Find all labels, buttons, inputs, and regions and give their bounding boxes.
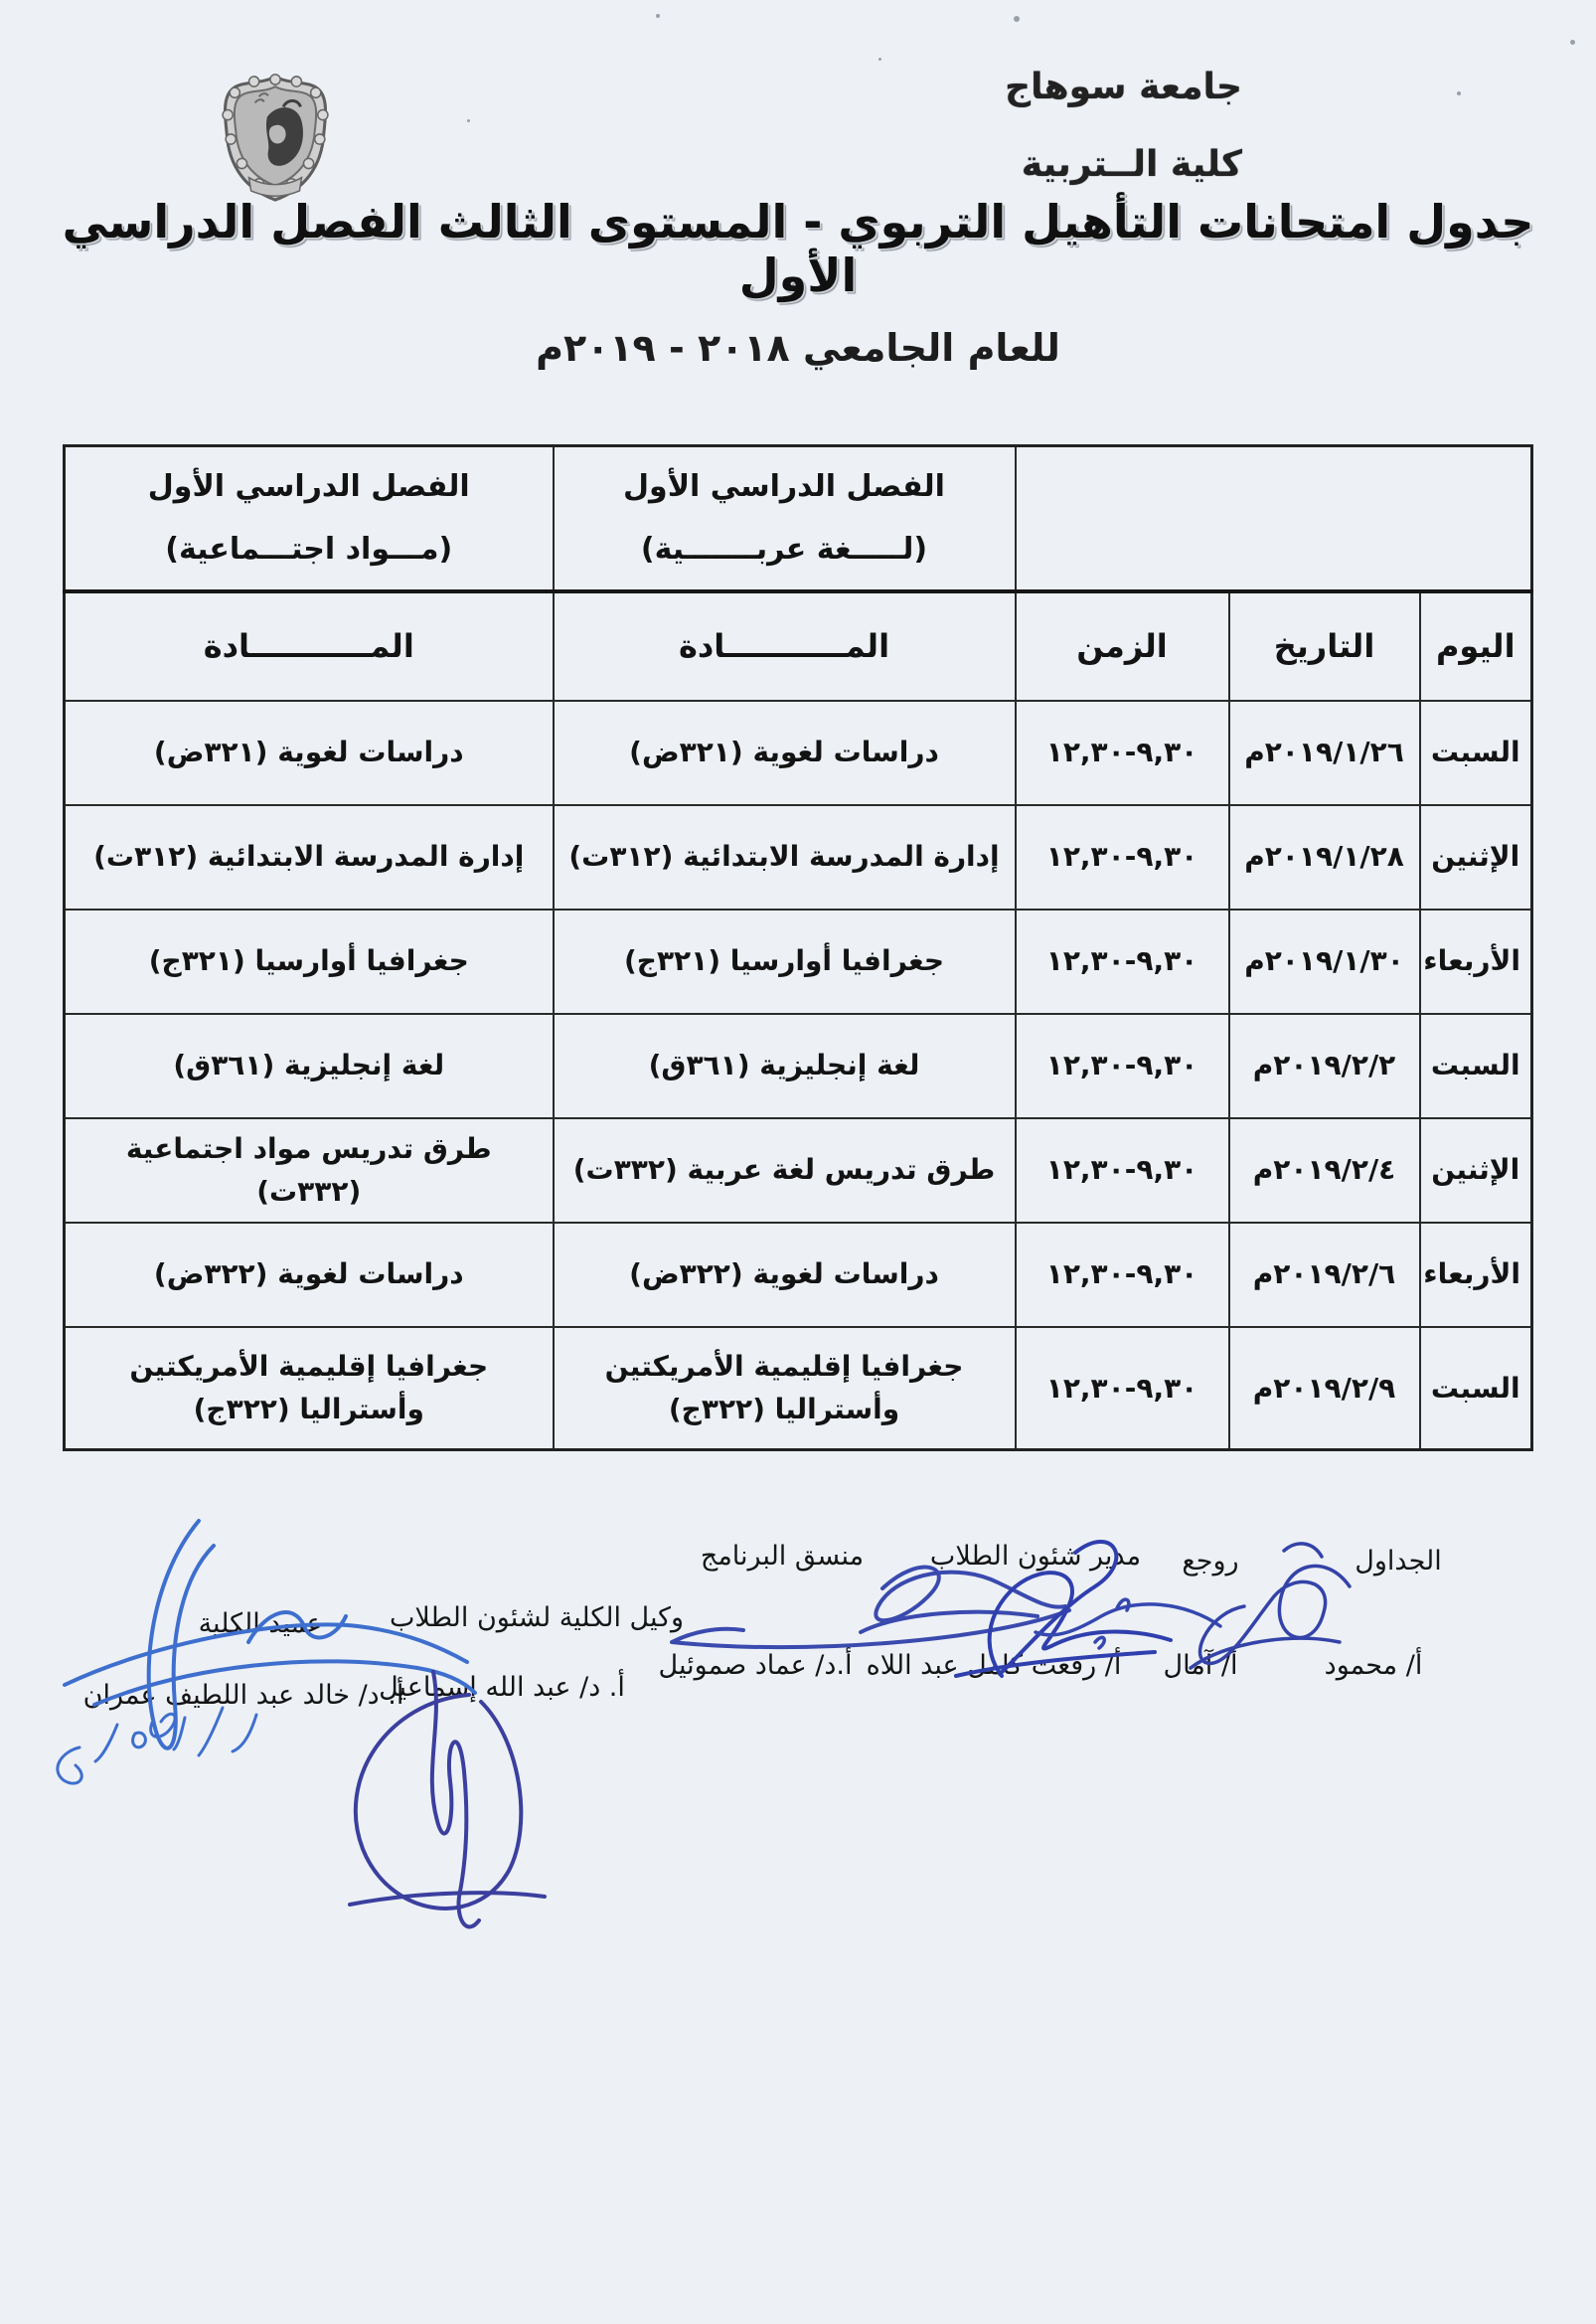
table-row: [65, 701, 1532, 805]
col-header-time: الزمن: [1016, 591, 1229, 701]
group-header-arabic-line1: الفصل الدراسي الأول: [623, 469, 945, 505]
scan-speckle: [1570, 40, 1575, 45]
coordinator-signature-ink: [672, 1568, 1069, 1648]
cell-day: الإثنين: [1420, 1118, 1532, 1223]
cell-day: الأربعاء: [1420, 1223, 1532, 1327]
scan-speckle: [1014, 16, 1020, 22]
group-header-arabic: [554, 446, 1016, 591]
scan-speckle: [467, 119, 470, 122]
group-header-social: [65, 446, 554, 591]
cell-subject-social: طرق تدريس مواد اجتماعية (٣٣٢ت): [65, 1118, 554, 1223]
sig-name-vice-dean: أ. د/ عبد الله إسماعيل: [379, 1672, 625, 1703]
cell-subject-arabic: طرق تدريس لغة عربية (٣٣٢ت): [554, 1118, 1016, 1223]
table-row: [65, 1118, 1532, 1223]
sig-name-schedules: أ/ محمود: [1324, 1650, 1423, 1681]
document-title: جدول امتحانات التأهيل التربوي - المستوى الثالث الفصل الدراسي الأول: [62, 195, 1534, 302]
sig-name-reviewed: أ/ آمال: [1163, 1650, 1238, 1681]
cell-time: ٩,٣٠-١٢,٣٠: [1016, 910, 1229, 1014]
table-row: [65, 1223, 1532, 1327]
group-header-arabic-line2: (لـــــغة عربـــــــية): [640, 532, 928, 568]
cell-subject-social: دراسات لغوية (٣٢١ض): [65, 701, 554, 805]
sig-name-student-affairs-director: أ/ رفعت كامل عبد اللاه: [866, 1650, 1122, 1681]
cell-time: ٩,٣٠-١٢,٣٠: [1016, 1223, 1229, 1327]
table-row: [65, 1327, 1532, 1450]
cell-time: ٩,٣٠-١٢,٣٠: [1016, 1118, 1229, 1223]
cell-subject-social: دراسات لغوية (٣٢٢ض): [65, 1223, 554, 1327]
cell-subject-arabic: إدارة المدرسة الابتدائية (٣١٢ت): [554, 805, 1016, 910]
col-header-day: اليوم: [1420, 591, 1532, 701]
cell-day: السبت: [1420, 701, 1532, 805]
cell-date: ٢٠١٩/٢/٦م: [1229, 1223, 1420, 1327]
sig-title-vice-dean: وكيل الكلية لشئون الطلاب: [389, 1602, 685, 1633]
scan-speckle: [1457, 91, 1461, 95]
sig-name-program-coordinator: أ.د/ عماد صموئيل: [658, 1650, 853, 1681]
cell-date: ٢٠١٩/٢/٢م: [1229, 1014, 1420, 1118]
reviewed-signature-ink: [1036, 1599, 1220, 1648]
group-header-social-line1: الفصل الدراسي الأول: [147, 469, 470, 505]
cell-subject-social: إدارة المدرسة الابتدائية (٣١٢ت): [65, 805, 554, 910]
cell-day: الأربعاء: [1420, 910, 1532, 1014]
cell-time: ٩,٣٠-١٢,٣٠: [1016, 1014, 1229, 1118]
col-header-subject-arabic: المـــــــــــادة: [554, 591, 1016, 701]
sig-title-reviewed: روجع: [1182, 1546, 1239, 1577]
sig-title-program-coordinator: منسق البرنامج: [700, 1541, 865, 1572]
cell-subject-arabic: دراسات لغوية (٣٢١ض): [554, 701, 1016, 805]
cell-date: ٢٠١٩/١/٢٦م: [1229, 701, 1420, 805]
cell-time: ٩,٣٠-١٢,٣٠: [1016, 701, 1229, 805]
cell-date: ٢٠١٩/٢/٩م: [1229, 1327, 1420, 1450]
academic-year-subtitle: للعام الجامعي ٢٠١٨ - ٢٠١٩م: [536, 326, 1060, 370]
sig-title-schedules: الجداول: [1355, 1546, 1442, 1577]
sig-title-dean: عميد الكلية: [198, 1608, 323, 1639]
sig-title-student-affairs-director: مدير شئون الطلاب: [929, 1541, 1142, 1572]
sohag-university-emblem: [219, 70, 332, 205]
cell-day: السبت: [1420, 1014, 1532, 1118]
cell-subject-arabic: دراسات لغوية (٣٢٢ض): [554, 1223, 1016, 1327]
handwritten-date-ink: [58, 1708, 256, 1783]
cell-date: ٢٠١٩/٢/٤م: [1229, 1118, 1420, 1223]
cell-subject-social: جغرافيا إقليمية الأمريكتين وأستراليا (٣٢٢ج): [65, 1327, 554, 1450]
university-name: جامعة سوهاج: [1005, 67, 1242, 107]
col-header-subject-social: المـــــــــــادة: [65, 591, 554, 701]
cell-day: السبت: [1420, 1327, 1532, 1450]
faculty-name: كلية الــتربية: [1021, 144, 1242, 185]
letterhead: [1005, 67, 1242, 185]
scan-speckle: [656, 14, 660, 18]
table-row: [65, 1014, 1532, 1118]
column-header-row: [65, 591, 1532, 701]
cell-subject-arabic: لغة إنجليزية (٣٦١ق): [554, 1014, 1016, 1118]
cell-time: ٩,٣٠-١٢,٣٠: [1016, 805, 1229, 910]
cell-subject-arabic: جغرافيا إقليمية الأمريكتين وأستراليا (٣٢٢ج): [554, 1327, 1016, 1450]
cell-subject-social: لغة إنجليزية (٣٦١ق): [65, 1014, 554, 1118]
sig-name-dean: أ. د/ خالد عبد اللطيف عمران: [82, 1680, 404, 1711]
cell-date: ٢٠١٩/١/٣٠م: [1229, 910, 1420, 1014]
cell-subject-social: جغرافيا أوارسيا (٣٢١ج): [65, 910, 554, 1014]
cell-date: ٢٠١٩/١/٢٨م: [1229, 805, 1420, 910]
cell-subject-arabic: جغرافيا أوارسيا (٣٢١ج): [554, 910, 1016, 1014]
cell-day: الإثنين: [1420, 805, 1532, 910]
scan-speckle: [878, 58, 881, 61]
exam-schedule-table: [63, 444, 1533, 1451]
group-header-social-line2: (مـــواد اجتـــماعية): [165, 532, 453, 568]
cell-time: ٩,٣٠-١٢,٣٠: [1016, 1327, 1229, 1450]
semester-group-header-row: [65, 446, 1532, 591]
signatures-section: [0, 1491, 1596, 2324]
table-row: [65, 910, 1532, 1014]
table-row: [65, 805, 1532, 910]
col-header-date: التاريخ: [1229, 591, 1420, 701]
empty-merged-cell: [1016, 446, 1532, 591]
